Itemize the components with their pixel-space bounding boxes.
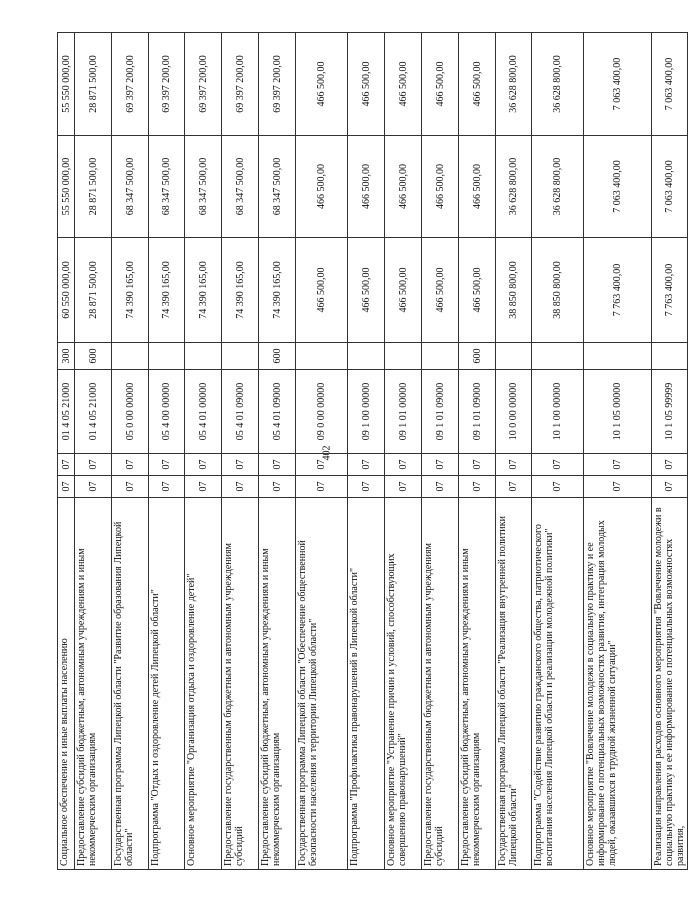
amount-year-3: 69 397 200,00 [222,33,259,136]
row-name: Предоставление субсидий бюджетным, автономным учреждениям и иным некоммерческим организациям [259,498,296,870]
section-code: 07 [149,476,185,498]
amount-year-1: 74 390 165,00 [149,238,185,343]
expense-type-code [652,343,688,370]
subsection-code: 07 [496,454,532,476]
section-code: 07 [496,476,532,498]
row-name: Основное мероприятие "Вовлечение молодежи в социальную практику и ее информирование о потенциальных возможностях развития, интеграция молодых людей, оказавшихся в трудной жизненной ситуации" [584,498,652,870]
amount-year-1: 466 500,00 [296,238,348,343]
row-name: Предоставление государственным бюджетным и автономным учреждениям субсидий [422,498,459,870]
amount-year-3: 466 500,00 [459,33,496,136]
amount-year-2: 466 500,00 [385,136,422,238]
row-name: Государственная программа Липецкой области "Обеспечение общественной безопасности населения и территории Липецкой области" [296,498,348,870]
target-article-code: 09 1 01 09000 [422,370,459,454]
section-code: 07 [185,476,222,498]
amount-year-2: 466 500,00 [422,136,459,238]
expense-type-code [496,343,532,370]
target-article-code: 01 4 05 21000 [58,370,75,454]
expense-type-code [385,343,422,370]
table-row [259,33,296,870]
subsection-code: 07 [459,454,496,476]
expense-type-code [222,343,259,370]
subsection-code: 07 [58,454,75,476]
amount-year-3: 466 500,00 [385,33,422,136]
amount-year-2: 36 628 800,00 [532,136,584,238]
amount-year-3: 55 550 000,00 [58,33,75,136]
subsection-code: 07 [584,454,652,476]
subsection-code: 07 [422,454,459,476]
table-body [58,33,688,870]
subsection-code: 07 [185,454,222,476]
subsection-code: 07 [652,454,688,476]
row-name: Подпрограмма "Отдых и оздоровление детей Липецкой области" [149,498,185,870]
table-row [459,33,496,870]
amount-year-3: 466 500,00 [348,33,385,136]
table-row [112,33,149,870]
section-code: 07 [385,476,422,498]
amount-year-1: 466 500,00 [348,238,385,343]
row-name: Предоставление субсидий бюджетным, автономным учреждениям и иным некоммерческим организациям [75,498,112,870]
table-row [385,33,422,870]
row-name: Подпрограмма "Содействие развитию гражданского общества, патриотического воспитания населения Липецкой области и реализации молодежной политики" [532,498,584,870]
expense-type-code [149,343,185,370]
budget-table-rotated [57,33,686,870]
table-row [584,33,652,870]
expense-type-code [112,343,149,370]
subsection-code: 07 [149,454,185,476]
amount-year-1: 466 500,00 [459,238,496,343]
target-article-code: 05 4 01 00000 [185,370,222,454]
expense-type-code [584,343,652,370]
section-code: 07 [296,476,348,498]
amount-year-1: 74 390 165,00 [259,238,296,343]
table-row [185,33,222,870]
expense-type-code [185,343,222,370]
section-code: 07 [58,476,75,498]
amount-year-3: 69 397 200,00 [112,33,149,136]
target-article-code: 09 1 01 00000 [385,370,422,454]
amount-year-2: 466 500,00 [296,136,348,238]
expense-type-code: 600 [259,343,296,370]
section-code: 07 [259,476,296,498]
section-code: 07 [222,476,259,498]
target-article-code: 05 0 00 00000 [112,370,149,454]
subsection-code: 07 [259,454,296,476]
amount-year-1: 74 390 165,00 [185,238,222,343]
amount-year-3: 7 063 400,00 [652,33,688,136]
table-row [348,33,385,870]
table-row [652,33,688,870]
subsection-code: 07 [296,454,348,476]
table-row [532,33,584,870]
subsection-code: 07 [222,454,259,476]
target-article-code: 05 4 00 00000 [149,370,185,454]
amount-year-3: 466 500,00 [422,33,459,136]
target-article-code: 10 1 00 00000 [532,370,584,454]
amount-year-3: 69 397 200,00 [259,33,296,136]
amount-year-1: 74 390 165,00 [112,238,149,343]
row-name: Государственная программа Липецкой области "Реализация внутренней политики Липецкой области" [496,498,532,870]
section-code: 07 [348,476,385,498]
subsection-code: 07 [112,454,149,476]
amount-year-2: 68 347 500,00 [112,136,149,238]
section-code: 07 [75,476,112,498]
row-name: Основное мероприятие "Организация отдыха и оздоровление детей" [185,498,222,870]
row-name: Предоставление государственным бюджетным и автономным учреждениям субсидий [222,498,259,870]
table-row [422,33,459,870]
target-article-code: 09 1 00 00000 [348,370,385,454]
target-article-code: 09 0 00 00000 [296,370,348,454]
amount-year-1: 7 763 400,00 [652,238,688,343]
amount-year-1: 466 500,00 [385,238,422,343]
amount-year-1: 74 390 165,00 [222,238,259,343]
amount-year-3: 69 397 200,00 [185,33,222,136]
amount-year-2: 7 063 400,00 [584,136,652,238]
row-name: Социальное обеспечение и иные выплаты населению [58,498,75,870]
amount-year-1: 7 763 400,00 [584,238,652,343]
amount-year-2: 68 347 500,00 [222,136,259,238]
section-code: 07 [584,476,652,498]
subsection-code: 07 [532,454,584,476]
section-code: 07 [652,476,688,498]
section-code: 07 [422,476,459,498]
target-article-code: 09 1 01 09000 [459,370,496,454]
amount-year-1: 38 850 800,00 [496,238,532,343]
expense-type-code: 600 [75,343,112,370]
amount-year-2: 7 063 400,00 [652,136,688,238]
amount-year-2: 68 347 500,00 [259,136,296,238]
subsection-code: 07 [75,454,112,476]
row-name: Государственная программа Липецкой области "Развитие образования Липецкой области" [112,498,149,870]
row-name: Основное мероприятие "Устранение причин и условий, способствующих совершению правонарушений" [385,498,422,870]
amount-year-1: 38 850 800,00 [532,238,584,343]
expense-type-code: 600 [459,343,496,370]
table-row [222,33,259,870]
amount-year-3: 7 063 400,00 [584,33,652,136]
section-code: 07 [112,476,149,498]
row-name: Предоставление субсидий бюджетным, автономным учреждениям и иным некоммерческим организациям [459,498,496,870]
amount-year-2: 55 550 000,00 [58,136,75,238]
amount-year-1: 466 500,00 [422,238,459,343]
amount-year-3: 36 628 800,00 [532,33,584,136]
amount-year-1: 28 871 500,00 [75,238,112,343]
expense-type-code [532,343,584,370]
table-row [296,33,348,870]
row-name: Реализация направления расходов основного мероприятия "Вовлечение молодежи в социальную практику и ее информирование о потенциальных возможностях развития, [652,498,688,870]
table-row [149,33,185,870]
target-article-code: 01 4 05 21000 [75,370,112,454]
expense-type-code [422,343,459,370]
expense-type-code [296,343,348,370]
target-article-code: 05 4 01 09000 [259,370,296,454]
target-article-code: 10 1 05 99999 [652,370,688,454]
table-row [58,33,75,870]
amount-year-3: 69 397 200,00 [149,33,185,136]
amount-year-2: 466 500,00 [459,136,496,238]
amount-year-3: 466 500,00 [296,33,348,136]
amount-year-2: 28 871 500,00 [75,136,112,238]
subsection-code: 07 [385,454,422,476]
expense-type-code [348,343,385,370]
expense-type-code: 300 [58,343,75,370]
amount-year-1: 60 550 000,00 [58,238,75,343]
row-name: Подпрограмма "Профилактика правонарушений в Липецкой области" [348,498,385,870]
amount-year-2: 68 347 500,00 [185,136,222,238]
amount-year-2: 36 628 800,00 [496,136,532,238]
section-code: 07 [459,476,496,498]
page-number: 402 [321,445,333,461]
table-row [496,33,532,870]
amount-year-3: 28 871 500,00 [75,33,112,136]
target-article-code: 05 4 01 09000 [222,370,259,454]
table-row [75,33,112,870]
amount-year-2: 466 500,00 [348,136,385,238]
section-code: 07 [532,476,584,498]
budget-table [57,32,688,870]
amount-year-3: 36 628 800,00 [496,33,532,136]
target-article-code: 10 1 05 00000 [584,370,652,454]
target-article-code: 10 0 00 00000 [496,370,532,454]
subsection-code: 07 [348,454,385,476]
amount-year-2: 68 347 500,00 [149,136,185,238]
